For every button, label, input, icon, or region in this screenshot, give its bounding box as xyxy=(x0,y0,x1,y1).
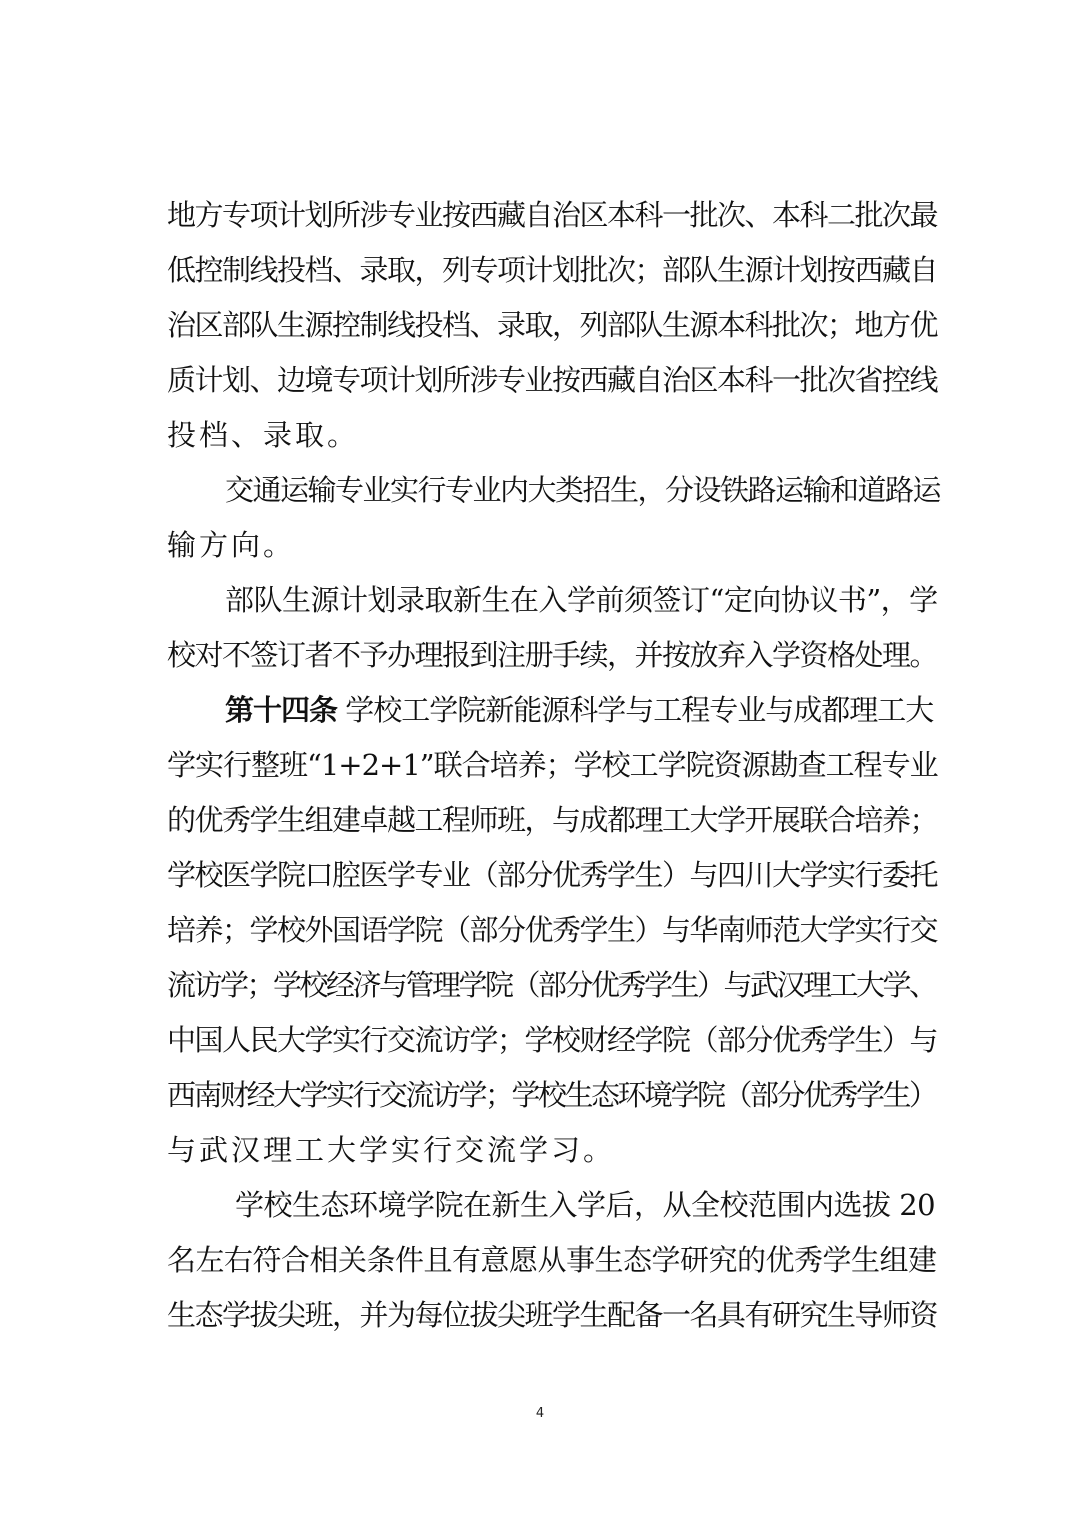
text-line: 的优秀学生组建卓越工程师班，与成都理工大学开展联合培养； xyxy=(167,803,938,837)
text-line: 流访学；学校经济与管理学院（部分优秀学生）与武汉理工大学、 xyxy=(167,968,936,1002)
text-line: 治区部队生源控制线投档、录取，列部队生源本科批次；地方优 xyxy=(167,308,938,342)
article-line xyxy=(225,690,933,730)
article-text: 学校工学院新能源科学与工程专业与成都理工大 xyxy=(345,693,934,727)
text-line: 部队生源计划录取新生在入学前须签订“定向协议书”，学 xyxy=(225,583,938,617)
text-line: 输方向。 xyxy=(167,528,296,562)
text-line: 交通运输专业实行专业内大类招生，分设铁路运输和道路运 xyxy=(225,473,941,507)
text-line: 投档、录取。 xyxy=(167,418,360,452)
text-line: 培养；学校外国语学院（部分优秀学生）与华南师范大学实行交 xyxy=(167,913,938,947)
text-line: 地方专项计划所涉专业按西藏自治区本科一批次、本科二批次最 xyxy=(167,198,938,232)
text-line: 中国人民大学实行交流访学；学校财经学院（部分优秀学生）与 xyxy=(167,1023,938,1057)
text-line: 学校生态环境学院在新生入学后，从全校范围内选拔 20 xyxy=(235,1188,936,1222)
text-line: 质计划、边境专项计划所涉专业按西藏自治区本科一批次省控线 xyxy=(167,363,938,397)
text-line: 与武汉理工大学实行交流学习。 xyxy=(167,1133,616,1167)
text-line: 校对不签订者不予办理报到注册手续，并按放弃入学资格处理。 xyxy=(167,638,938,672)
page-number: 4 xyxy=(535,1406,545,1421)
article-heading: 第十四条 xyxy=(225,693,338,727)
text-line: 学实行整班“1+2+1”联合培养；学校工学院资源勘查工程专业 xyxy=(167,748,938,782)
text-line: 生态学拔尖班，并为每位拔尖班学生配备一名具有研究生导师资 xyxy=(167,1298,938,1332)
text-line: 名左右符合相关条件且有意愿从事生态学研究的优秀学生组建 xyxy=(167,1243,937,1277)
text-line: 学校医学院口腔医学专业（部分优秀学生）与四川大学实行委托 xyxy=(167,858,938,892)
text-line: 西南财经大学实行交流访学；学校生态环境学院（部分优秀学生） xyxy=(167,1078,936,1112)
text-line: 低控制线投档、录取，列专项计划批次；部队生源计划按西藏自 xyxy=(167,253,938,287)
